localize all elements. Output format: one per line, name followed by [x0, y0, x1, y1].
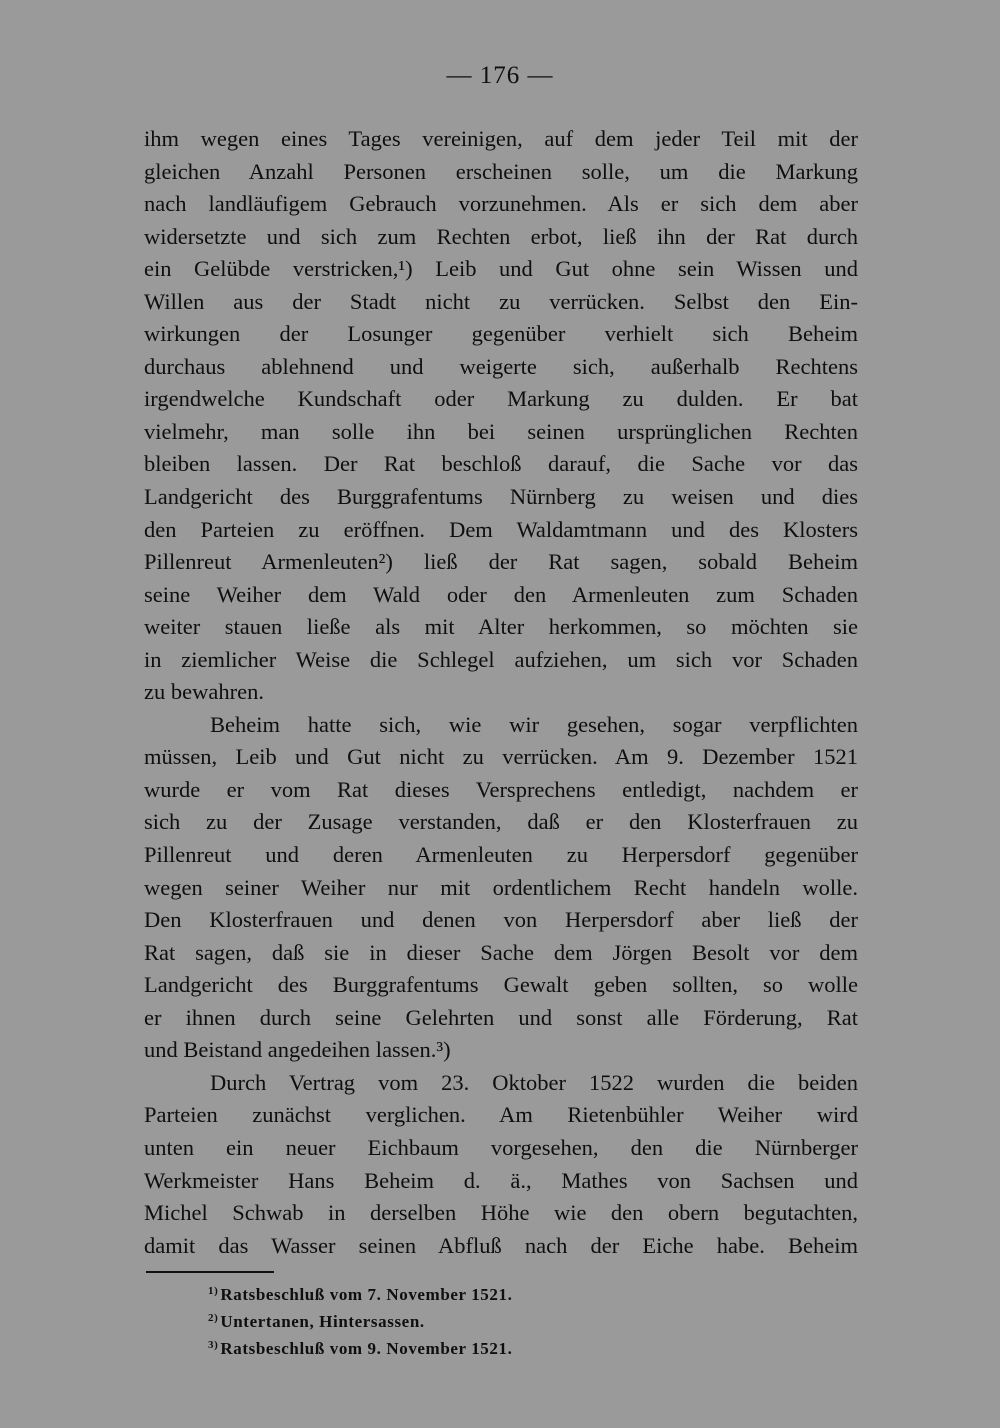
- footnote-mark: 3): [208, 1339, 219, 1351]
- text-line: Landgericht des Burggrafentums Nürnberg zu weisen und dies: [144, 484, 858, 510]
- text-line: gleichen Anzahl Personen erscheinen solle, um die Markung: [144, 158, 858, 184]
- text-line: vielmehr, man solle ihn bei seinen ursprünglichen Rechten: [144, 418, 858, 444]
- text-line: Willen aus der Stadt nicht zu verrücken. Selbst den Ein-: [144, 288, 858, 314]
- page-number: — 176 —: [446, 62, 554, 89]
- text-line: und Beistand angedeihen lassen.³): [144, 1037, 451, 1063]
- footnote: [208, 1332, 708, 1359]
- footnote-text: Ratsbeschluß vom 9. November 1521.: [220, 1339, 513, 1358]
- text-line: er ihnen durch seine Gelehrten und sonst alle Förderung, Rat: [144, 1004, 858, 1030]
- text-line: bleiben lassen. Der Rat beschloß darauf, die Sache vor das: [144, 451, 858, 477]
- text-line: ihm wegen eines Tages vereinigen, auf dem jeder Teil mit der: [144, 126, 858, 151]
- text-line: den Parteien zu eröffnen. Dem Waldamtmann und des Klosters: [144, 516, 858, 542]
- text-line: müssen, Leib und Gut nicht zu verrücken. Am 9. Dezember 1521: [144, 744, 858, 770]
- text-line: Rat sagen, daß sie in dieser Sache dem Jörgen Besolt vor dem: [144, 939, 858, 965]
- footnote-mark: 1): [208, 1285, 219, 1297]
- text-line: damit das Wasser seinen Abfluß nach der Eiche habe. Beheim: [144, 1232, 858, 1258]
- text-line: widersetzte und sich zum Rechten erbot, ließ ihn der Rat durch: [144, 223, 858, 249]
- text-line: Pillenreut Armenleuten²) ließ der Rat sagen, sobald Beheim: [144, 549, 858, 575]
- text-line: wegen seiner Weiher nur mit ordentlichem Recht handeln wolle.: [144, 874, 858, 900]
- footnote-mark: 2): [208, 1312, 219, 1324]
- text-line: nach landläufigem Gebrauch vorzunehmen. Als er sich dem aber: [144, 191, 858, 217]
- text-line: weiter stauen ließe als mit Alter herkommen, so möchten sie: [144, 614, 858, 640]
- text-line: wurde er vom Rat dieses Versprechens entledigt, nachdem er: [144, 776, 858, 802]
- text-line: in ziemlicher Weise die Schlegel aufziehen, um sich vor Schaden: [144, 646, 858, 672]
- text-line: Beheim hatte sich, wie wir gesehen, sogar verpflichten: [210, 711, 858, 737]
- text-line: sich zu der Zusage verstanden, daß er den Klosterfrauen zu: [144, 809, 858, 835]
- footnotes: [208, 1278, 708, 1359]
- text-line: Landgericht des Burggrafentums Gewalt geben sollten, so wolle: [144, 972, 858, 998]
- footnote-text: Untertanen, Hintersassen.: [220, 1312, 425, 1331]
- text-line: seine Weiher dem Wald oder den Armenleuten zum Schaden: [144, 581, 858, 607]
- footnote-text: Ratsbeschluß vom 7. November 1521.: [220, 1285, 513, 1304]
- text-line: unten ein neuer Eichbaum vorgesehen, den die Nürnberger: [144, 1134, 858, 1160]
- text-line: Parteien zunächst verglichen. Am Rietenbühler Weiher wird: [144, 1102, 858, 1128]
- text-line: zu bewahren.: [144, 679, 264, 705]
- text-line: wirkungen der Losunger gegenüber verhielt sich Beheim: [144, 321, 858, 347]
- footnote: [208, 1305, 708, 1332]
- text-line: Werkmeister Hans Beheim d. ä., Mathes von Sachsen und: [144, 1167, 858, 1193]
- text-line: Durch Vertrag vom 23. Oktober 1522 wurden die beiden: [210, 1069, 858, 1095]
- text-line: Michel Schwab in derselben Höhe wie den obern begutachten,: [144, 1200, 858, 1226]
- footnote: [208, 1278, 708, 1305]
- text-line: durchaus ablehnend und weigerte sich, außerhalb Rechtens: [144, 353, 858, 379]
- text-line: ein Gelübde verstricken,¹) Leib und Gut ohne sein Wissen und: [144, 256, 858, 282]
- text-line: Pillenreut und deren Armenleuten zu Herpersdorf gegenüber: [144, 842, 858, 868]
- body-text: [144, 123, 858, 1262]
- footnote-divider: [146, 1271, 274, 1273]
- text-line: irgendwelche Kundschaft oder Markung zu dulden. Er bat: [144, 386, 858, 412]
- text-line: Den Klosterfrauen und denen von Herpersdorf aber ließ der: [144, 907, 858, 933]
